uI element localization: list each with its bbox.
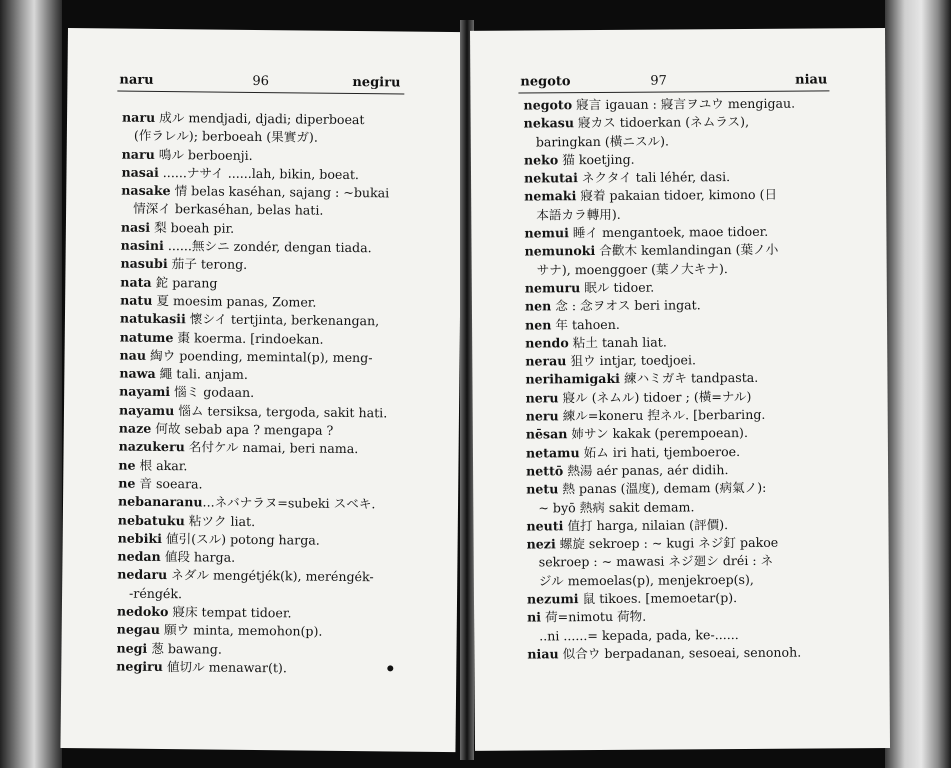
definition: 何故 sebab apa ? mengapa ? [151, 420, 334, 438]
headword: natume [119, 329, 174, 345]
definition: (作ラレル); berboeah (果實ガ). [133, 127, 318, 145]
headword: nerau [525, 353, 567, 369]
definition: 寢言 igauan : 寢言ヲユウ mengigau. [572, 95, 796, 113]
headword: nasake [121, 182, 171, 199]
headword: nayami [119, 384, 171, 400]
headword: nebatuku [117, 512, 185, 528]
dictionary-entry [525, 296, 851, 317]
headword: nata [120, 274, 152, 290]
headword: nekasu [523, 115, 575, 131]
definition: 綯ウ poending, memintal(p), meng- [145, 347, 373, 366]
dictionary-entry [527, 552, 853, 573]
dictionary-entry [526, 387, 852, 408]
definition: 惱ム tersiksa, tergoda, sakit hati. [174, 402, 388, 421]
left-guide-word-first: naru [119, 72, 154, 88]
definition: 梨 boeah pir. [150, 219, 235, 236]
definition: 姉サン kakak (perempoean). [567, 425, 749, 442]
definition: baringkan (橫ニスル). [535, 133, 670, 150]
dictionary-entry [524, 113, 850, 134]
left-guide-word-last: negiru [352, 74, 401, 91]
definition: 鼠 tikoes. [memoetar(p). [578, 590, 738, 607]
definition: ...ネバナラヌ=subeki スベキ. [202, 494, 376, 512]
headword: nazukeru [118, 438, 185, 455]
definition: 年 tahoen. [551, 316, 620, 332]
dictionary-entry [527, 570, 853, 591]
definition: 寢カス tidoerkan (ネムラス), [573, 114, 750, 131]
right-page [470, 28, 890, 751]
definition: 惱ミ godaan. [170, 384, 255, 401]
headword: nayamu [118, 402, 175, 418]
definition: 寢床 tempat tidoer. [168, 604, 292, 621]
dictionary-entry [527, 588, 853, 609]
definition: ネダル mengétjék(k), meréngék- [167, 567, 374, 585]
dictionary-entry [527, 643, 853, 664]
dictionary-entry [526, 460, 852, 481]
definition: 螺旋 sekroep : ~ kugi ネジ釘 pakoe [555, 534, 779, 552]
dictionary-entry [523, 94, 849, 115]
dictionary-entry [525, 277, 851, 298]
headword: nedan [117, 548, 161, 565]
headword: ne [118, 475, 136, 491]
headword: nemui [524, 225, 569, 241]
headword: nen [524, 298, 552, 314]
headword: neru [525, 408, 559, 424]
headword: naru [121, 109, 156, 125]
definition: サナ), moenggoer (葉ノ大キナ). [536, 260, 728, 278]
headword: netamu [525, 444, 580, 461]
headword: ni [527, 609, 542, 625]
dictionary-entry [524, 167, 850, 188]
dictionary-entry [526, 478, 852, 499]
dictionary-entry [524, 204, 850, 225]
dictionary-entry [525, 369, 851, 390]
definition: 粘ツク liat. [184, 512, 256, 529]
definition: 念 : 念ヲオス beri ingat. [551, 297, 701, 314]
definition: 名付ケル namai, beri nama. [184, 439, 359, 457]
definition: -réngék. [129, 585, 183, 601]
dictionary-entry [524, 131, 850, 152]
definition: ジル memoelas(p), menjekroep(s), [538, 571, 754, 589]
definition: 本語カラ轉用). [536, 206, 621, 223]
headword: nasi [120, 219, 151, 235]
definition: 寢ル (ネムル) tidoer ; (橫=ナル) [558, 388, 752, 406]
dictionary-entry [524, 186, 850, 207]
dictionary-entry [527, 533, 853, 554]
headword: negau [116, 621, 161, 638]
headword: nen [525, 316, 552, 333]
right-page-number: 97 [650, 73, 667, 89]
headword: ne [118, 457, 136, 473]
headword: nēsan [525, 426, 568, 442]
definition: 値切ル menawar(t). [162, 658, 287, 676]
headword: nawa [119, 365, 156, 382]
ink-dot [387, 665, 393, 671]
dictionary-entry [118, 493, 418, 514]
right-guide-word-first: negoto [520, 74, 571, 90]
headword: negiru [116, 658, 163, 674]
definition: 懷シイ tertjinta, berkenangan, [185, 311, 380, 329]
headword: neuti [526, 518, 564, 534]
definition: sekroep : ~ mawasi ネジ廻シ dréi : ネ [538, 553, 774, 570]
right-guide-word-last: niau [795, 72, 828, 88]
definition: 願ウ minta, memohon(p). [159, 622, 323, 640]
definition: 寢着 pakaian tidoer, kimono (日 [576, 187, 778, 204]
headword: nedoko [116, 603, 169, 620]
definition: 荷=nimotu 荷物. [541, 608, 647, 625]
dictionary-entry [526, 497, 852, 518]
headword: naru [121, 146, 155, 162]
dictionary-entry [525, 259, 851, 280]
dictionary-entry [526, 515, 852, 536]
dictionary-entry [525, 350, 851, 371]
definition: ......ナサイ ......lah, bikin, boeat. [158, 164, 360, 182]
definition: 妬ム iri hati, tjemboeroe. [579, 443, 741, 460]
dictionary-entry [525, 314, 851, 335]
definition: 鉈 parang [151, 274, 218, 291]
headword: nau [119, 347, 147, 363]
headword: naze [118, 420, 152, 436]
definition: 情 belas kaséhan, sajang : ~bukai [170, 183, 390, 201]
headword: nebanaranu [117, 493, 203, 510]
headword: natu [120, 292, 153, 308]
definition: 練ル=koneru 揑ネル. [berbaring. [558, 406, 766, 424]
definition: 繩 tali. anjam. [155, 366, 249, 383]
scan-edge-left [0, 0, 62, 768]
headword: nettō [526, 463, 564, 479]
definition: ネクタイ tali léhér, dasi. [577, 169, 731, 186]
headword: nezumi [526, 591, 579, 607]
definition: ~ byō 熱病 sakit demam. [538, 498, 695, 515]
definition: 熱 panas (溫度), demam (病氣ノ): [558, 480, 767, 497]
definition: 茄子 terong. [167, 256, 248, 273]
headword: nasai [121, 164, 159, 180]
headword: nasini [120, 237, 164, 254]
dictionary-entry [526, 405, 852, 426]
headword: nemunoki [524, 243, 596, 259]
dictionary-entry [524, 222, 850, 243]
dictionary-entry [524, 241, 850, 262]
definition: 音 soeara. [135, 475, 203, 492]
dictionary-entry [116, 657, 416, 678]
headword: neru [525, 390, 559, 406]
headword: negi [116, 640, 148, 656]
definition: 合歡木 kemlandingan (葉ノ小 [595, 242, 779, 259]
dictionary-entry [526, 424, 852, 445]
definition: 眠ル tidoer. [580, 279, 655, 296]
definition: 值打 harga, nilaian (評價). [563, 516, 729, 534]
definition: 似合ウ berpadanan, sesoeai, senonoh. [558, 644, 802, 662]
definition: ......無シニ zondér, dengan tiada. [163, 238, 372, 256]
dictionary-entry [527, 607, 853, 628]
headword: nedaru [117, 566, 168, 583]
definition: 睡イ mengantoek, maoe tidoer. [568, 223, 769, 241]
headword: nendo [525, 335, 569, 351]
definition: 猫 koetjing. [558, 151, 635, 168]
headword: neko [523, 152, 559, 168]
headword: nezi [526, 536, 556, 552]
definition: 粘土 tanah liat. [568, 334, 667, 351]
definition: 値段 harga. [160, 549, 236, 565]
headword: netu [526, 481, 559, 497]
definition: 練ハミガキ tandpasta. [619, 370, 759, 387]
left-entry-list [116, 109, 422, 679]
headword: nemaki [524, 188, 577, 205]
dictionary-entry [524, 149, 850, 170]
definition: 狙ウ intjar, toedjoei. [566, 352, 697, 369]
left-page [60, 28, 463, 752]
headword: nemuru [524, 280, 581, 296]
headword: nekutai [523, 170, 578, 186]
headword: negoto [523, 97, 573, 113]
definition: 鳴ル berboenji. [154, 146, 253, 163]
dictionary-entry [526, 442, 852, 463]
headword: nerihamigaki [525, 371, 620, 387]
headword: niau [527, 646, 559, 662]
definition: ..ni ......= kepada, pada, ke-...... [539, 626, 739, 644]
dictionary-entry [527, 625, 853, 646]
definition: 葱 bawang. [147, 640, 222, 657]
headword: natukasii [119, 310, 186, 327]
dictionary-entry [525, 332, 851, 353]
definition: 値引(スル) potong harga. [161, 530, 320, 548]
definition: 成ル mendjadi, djadi; diperboeat [155, 109, 365, 128]
definition: 情深イ berkaséhan, belas hati. [133, 201, 324, 219]
headword: nasubi [120, 255, 168, 272]
definition: 熱湯 aér panas, aér didih. [563, 462, 729, 479]
definition: 夏 moesim panas, Zomer. [152, 292, 317, 310]
scan-edge-right [885, 0, 951, 768]
definition: 根 akar. [135, 457, 188, 473]
definition: 棗 koerma. [rindoekan. [173, 329, 324, 347]
right-entry-list [523, 94, 853, 663]
left-page-number: 96 [252, 73, 270, 90]
headword: nebiki [117, 530, 163, 546]
